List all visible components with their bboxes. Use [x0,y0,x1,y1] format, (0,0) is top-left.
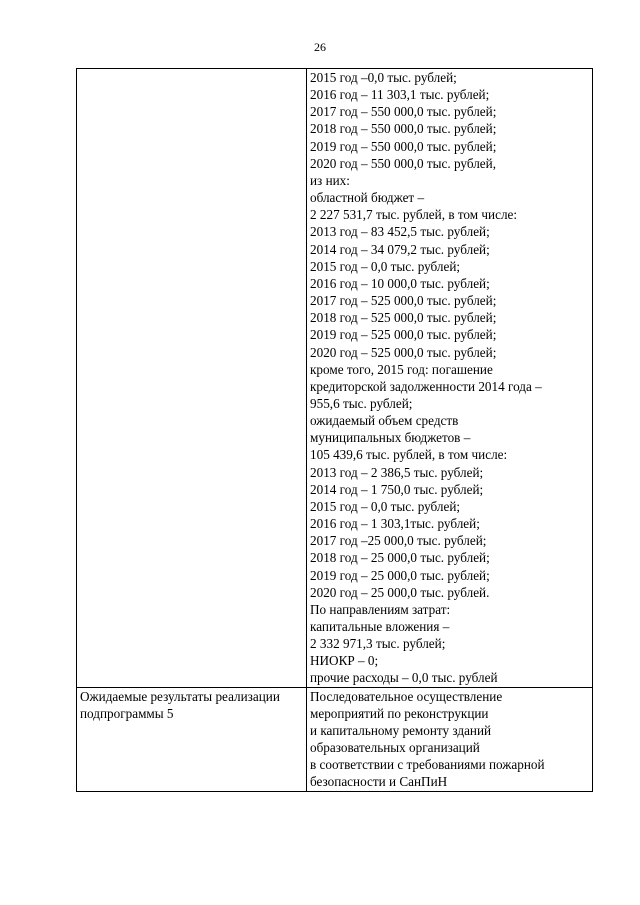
funding-line: 2017 год –25 000,0 тыс. рублей; [310,533,487,549]
page-number: 26 [314,40,326,54]
funding-line: 2 332 971,3 тыс. рублей; [310,636,446,652]
results-value-line: образовательных организаций [310,740,480,756]
expected-results-row [77,687,593,791]
funding-line: 2019 год – 550 000,0 тыс. рублей; [310,138,497,154]
funding-line: 2020 год – 525 000,0 тыс. рублей; [310,344,497,360]
results-value-line: мероприятий по реконструкции [310,705,489,721]
results-label-line: Ожидаемые результаты реализации [80,688,280,704]
subprogram-passport-table [76,68,593,792]
funding-line: 2 227 531,7 тыс. рублей, в том числе: [310,207,518,223]
funding-value-cell [307,69,593,688]
results-value-line: и капитальному ремонту зданий [310,722,492,738]
funding-line: 105 439,6 тыс. рублей, в том числе: [310,447,508,463]
funding-line: 2016 год – 11 303,1 тыс. рублей; [310,87,490,103]
funding-line: кроме того, 2015 год: погашение [310,361,493,377]
funding-line: прочие расходы – 0,0 тыс. рублей [310,670,498,686]
funding-line: 2015 год – 0,0 тыс. рублей; [310,498,461,514]
results-label-line: подпрограммы 5 [80,705,174,721]
funding-line: 2019 год – 25 000,0 тыс. рублей; [310,567,490,583]
funding-line: 2020 год – 25 000,0 тыс. рублей. [310,584,490,600]
funding-line: 2017 год – 525 000,0 тыс. рублей; [310,293,497,309]
funding-continuation-row [77,69,593,688]
funding-line: муниципальных бюджетов – [310,430,471,446]
expected-results-value-cell [307,687,593,791]
funding-line: кредиторской задолженности 2014 года – [310,378,542,394]
funding-line: 2019 год – 525 000,0 тыс. рублей; [310,327,497,343]
results-value-line: в соответствии с требованиями пожарной [310,757,545,773]
funding-line: капитальные вложения – [310,619,450,634]
funding-line: 2020 год – 550 000,0 тыс. рублей, [310,155,496,171]
funding-line: 2013 год – 2 386,5 тыс. рублей; [310,464,484,480]
expected-results-label-cell [77,687,307,791]
funding-line: областной бюджет – [310,190,425,206]
funding-line: 2016 год – 10 000,0 тыс. рублей; [310,275,490,291]
funding-line: НИОКР – 0; [310,653,379,669]
funding-line: 2018 год – 525 000,0 тыс. рублей; [310,310,497,326]
funding-line: 2015 год – 0,0 тыс. рублей; [310,258,461,274]
funding-line: 2014 год – 1 750,0 тыс. рублей; [310,481,484,497]
funding-label-cell [77,69,307,688]
funding-line: 2018 год – 25 000,0 тыс. рублей; [310,550,490,566]
results-value-line: Последовательное осуществление [310,688,503,704]
funding-line: 2014 год – 34 079,2 тыс. рублей; [310,241,490,257]
funding-line: По направлениям затрат: [310,601,451,617]
funding-line: 2015 год –0,0 тыс. рублей; [310,70,457,85]
results-value-line: безопасности и СанПиН [310,774,448,790]
funding-line: из них: [310,172,350,188]
funding-line: 2017 год – 550 000,0 тыс. рублей; [310,104,497,120]
funding-line: 955,6 тыс. рублей; [310,395,413,411]
funding-line: ожидаемый объем средств [310,413,459,429]
funding-line: 2016 год – 1 303,1тыс. рублей; [310,516,480,532]
funding-line: 2018 год – 550 000,0 тыс. рублей; [310,121,497,137]
funding-line: 2013 год – 83 452,5 тыс. рублей; [310,224,490,240]
